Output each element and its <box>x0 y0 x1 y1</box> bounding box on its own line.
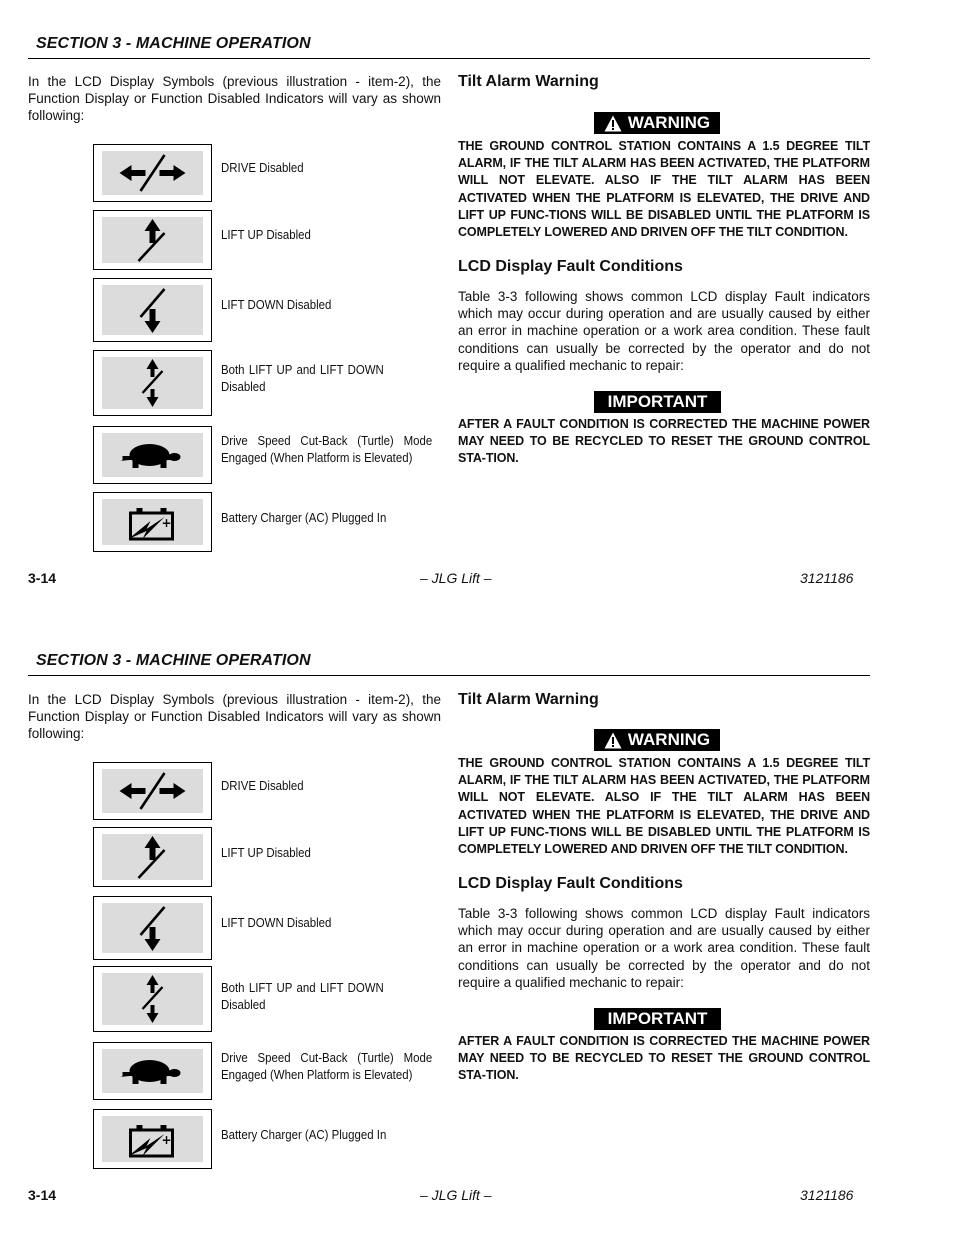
lift-up-down-disabled-symbol <box>93 350 212 416</box>
symbol-label: Battery Charger (AC) Plugged In <box>221 1127 387 1142</box>
intro-paragraph: In the LCD Display Symbols (previous illustration - item-2), the Function Display or Function Disabled Indicators will vary as shown following: <box>28 74 441 123</box>
section-header: SECTION 3 - MACHINE OPERATION <box>36 35 311 52</box>
important-label: IMPORTANT <box>607 1009 708 1028</box>
intro-paragraph: In the LCD Display Symbols (previous illustration - item-2), the Function Display or Function Disabled Indicators will vary as shown following: <box>28 692 441 741</box>
symbol-label: LIFT DOWN Disabled <box>221 915 332 930</box>
warning-triangle-icon <box>604 115 622 132</box>
drive-disabled-icon <box>102 769 203 813</box>
battery-charger-icon <box>102 1116 203 1162</box>
svg-text:+: + <box>161 516 172 530</box>
fault-conditions-text: Table 3-3 following shows common LCD display Fault indicators which may occur during operation and are usually caused by either an error in machine operation or a work area condition. These fault conditions can usually be corrected by the operator and do not require a qualified mechanic to repair: <box>458 906 870 990</box>
drive-disabled-symbol <box>93 762 212 820</box>
important-signal <box>594 391 721 413</box>
symbol-label: Drive Speed Cut-Back (Turtle) Mode Engaged (When Platform is Elevated) <box>221 1050 433 1082</box>
document-number: 3121186 <box>800 1187 854 1203</box>
symbol-label: DRIVE Disabled <box>221 778 304 793</box>
footer-brand: – JLG Lift – <box>420 1187 492 1203</box>
warning-text: THE GROUND CONTROL STATION CONTAINS A 1.5 DEGREE TILT ALARM, IF THE TILT ALARM HAS BEEN ACTIVATED, THE PLATFORM WILL NOT ELEVATE. ALSO IF THE TILT ALARM HAS BEEN ACTIVATED WHEN THE PLATFORM IS ELEVATED, THE DRIVE AND LIFT UP FUNC-TIONS WILL BE DISABLED UNTIL THE PLATFORM IS COMPLETELY LOWERED AND DRIVEN OFF THE TILT CONDITION. <box>458 756 870 857</box>
header-rule <box>28 675 870 676</box>
important-text: AFTER A FAULT CONDITION IS CORRECTED THE MACHINE POWER MAY NEED TO BE RECYCLED TO RESET THE GROUND CONTROL STA-TION. <box>458 417 870 466</box>
battery-charger-symbol <box>93 1109 212 1169</box>
warning-label: WARNING <box>627 730 711 749</box>
turtle-symbol <box>93 1042 212 1100</box>
fault-conditions-title: LCD Display Fault Conditions <box>458 258 683 275</box>
turtle-icon <box>102 1049 203 1093</box>
lift-up-down-disabled-symbol <box>93 966 212 1032</box>
important-signal <box>594 1008 721 1030</box>
turtle-symbol <box>93 426 212 484</box>
manual-page <box>0 617 954 1234</box>
lift-down-disabled-symbol <box>93 278 212 342</box>
lift-up-disabled-symbol <box>93 827 212 887</box>
warning-triangle-icon <box>604 732 622 749</box>
drive-disabled-icon <box>102 151 203 195</box>
symbol-label: Both LIFT UP and LIFT DOWN Disabled <box>221 362 384 394</box>
header-rule <box>28 58 870 59</box>
warning-label: WARNING <box>627 113 711 132</box>
tilt-alarm-title: Tilt Alarm Warning <box>458 73 599 90</box>
lift-down-disabled-icon <box>102 903 203 953</box>
warning-text: THE GROUND CONTROL STATION CONTAINS A 1.5 DEGREE TILT ALARM, IF THE TILT ALARM HAS BEEN ACTIVATED, THE PLATFORM WILL NOT ELEVATE. ALSO IF THE TILT ALARM HAS BEEN ACTIVATED WHEN THE PLATFORM IS ELEVATED, THE DRIVE AND LIFT UP FUNC-TIONS WILL BE DISABLED UNTIL THE PLATFORM IS COMPLETELY LOWERED AND DRIVEN OFF THE TILT CONDITION. <box>458 139 870 240</box>
page-number: 3-14 <box>28 1187 57 1203</box>
symbol-label: LIFT UP Disabled <box>221 227 311 242</box>
symbol-label: Both LIFT UP and LIFT DOWN Disabled <box>221 980 384 1012</box>
fault-conditions-title: LCD Display Fault Conditions <box>458 875 683 892</box>
page-number: 3-14 <box>28 570 57 586</box>
manual-page <box>0 0 954 617</box>
lift-down-disabled-icon <box>102 285 203 335</box>
lift-up-disabled-icon <box>102 834 203 880</box>
turtle-icon <box>102 433 203 477</box>
battery-charger-icon <box>102 499 203 545</box>
document-number: 3121186 <box>800 570 854 586</box>
important-text: AFTER A FAULT CONDITION IS CORRECTED THE MACHINE POWER MAY NEED TO BE RECYCLED TO RESET THE GROUND CONTROL STA-TION. <box>458 1034 870 1083</box>
lift-up-down-disabled-icon <box>102 973 203 1025</box>
symbol-label: LIFT UP Disabled <box>221 845 311 860</box>
fault-conditions-text: Table 3-3 following shows common LCD display Fault indicators which may occur during operation and are usually caused by either an error in machine operation or a work area condition. These fault conditions can usually be corrected by the operator and do not require a qualified mechanic to repair: <box>458 289 870 373</box>
drive-disabled-symbol <box>93 144 212 202</box>
important-label: IMPORTANT <box>607 392 708 411</box>
symbol-label: Drive Speed Cut-Back (Turtle) Mode Engaged (When Platform is Elevated) <box>221 433 433 465</box>
lift-up-down-disabled-icon <box>102 357 203 409</box>
footer-brand: – JLG Lift – <box>420 570 492 586</box>
symbol-label: Battery Charger (AC) Plugged In <box>221 510 387 525</box>
lift-up-disabled-icon <box>102 217 203 263</box>
lift-up-disabled-symbol <box>93 210 212 270</box>
tilt-alarm-title: Tilt Alarm Warning <box>458 691 599 708</box>
section-header: SECTION 3 - MACHINE OPERATION <box>36 652 311 669</box>
svg-text:+: + <box>161 1133 172 1147</box>
symbol-label: DRIVE Disabled <box>221 160 304 175</box>
warning-signal <box>594 729 720 751</box>
warning-signal <box>594 112 720 134</box>
symbol-label: LIFT DOWN Disabled <box>221 297 332 312</box>
battery-charger-symbol <box>93 492 212 552</box>
lift-down-disabled-symbol <box>93 896 212 960</box>
